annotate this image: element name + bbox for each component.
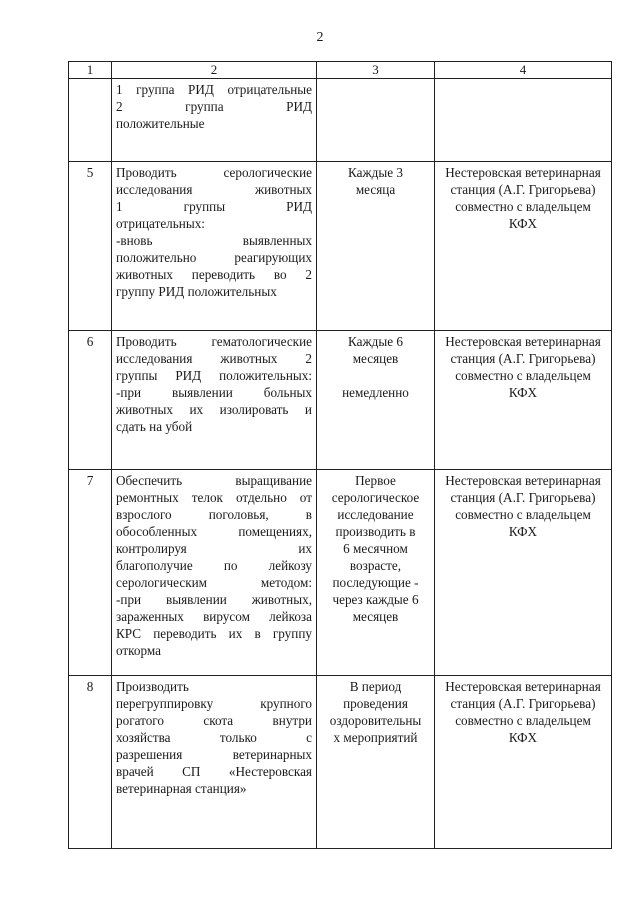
page-number: 2 bbox=[316, 30, 324, 45]
task-line: ветеринарная станция» bbox=[116, 781, 247, 796]
responsible-line: КФХ bbox=[508, 730, 538, 745]
responsible-cell bbox=[435, 470, 612, 676]
period-line: Первое bbox=[355, 473, 396, 488]
task-line: врачей СП «Нестеровская bbox=[116, 764, 312, 779]
row-number: 8 bbox=[69, 676, 112, 849]
task-line: рогатого скота внутри bbox=[116, 713, 312, 728]
period-line: последующие - bbox=[332, 575, 419, 590]
task-line: группы РИД положительных: bbox=[116, 368, 312, 383]
period-line: месяца bbox=[355, 182, 396, 197]
period-cell bbox=[317, 79, 435, 162]
task-line: 2 группа РИД bbox=[116, 99, 312, 114]
table-row bbox=[69, 676, 612, 849]
task-line: КРС переводить их в группу bbox=[116, 626, 312, 641]
table-row bbox=[69, 470, 612, 676]
period-cell bbox=[317, 162, 435, 331]
task-line: откорма bbox=[116, 643, 162, 658]
column-number-row bbox=[69, 62, 612, 79]
task-line: 1 группы РИД bbox=[116, 199, 312, 214]
period-line: серологическое bbox=[331, 490, 420, 505]
period-cell bbox=[317, 676, 435, 849]
task-line: Обеспечить выращивание bbox=[116, 473, 312, 488]
row-number: 5 bbox=[69, 162, 112, 331]
period-line: возрасте, bbox=[349, 558, 402, 573]
task-line: -при выявлении больных bbox=[116, 385, 312, 400]
column-header-4: 4 bbox=[435, 62, 612, 79]
responsible-cell bbox=[435, 162, 612, 331]
responsible-line: совместно с владельцем bbox=[455, 713, 591, 728]
table-row bbox=[69, 331, 612, 470]
task-line: Проводить серологические bbox=[116, 165, 312, 180]
responsible-line: совместно с владельцем bbox=[455, 199, 591, 214]
responsible-line: станция (А.Г. Григорьева) bbox=[450, 490, 596, 505]
task-line: сдать на убой bbox=[116, 419, 193, 434]
period-line: производить в bbox=[335, 524, 416, 539]
responsible-line: Нестеровская ветеринарная bbox=[445, 334, 601, 349]
task-line: отрицательных: bbox=[116, 216, 205, 231]
task-line: группу РИД положительных bbox=[116, 284, 277, 299]
task-line: зараженных вирусом лейкоза bbox=[116, 609, 312, 624]
period-line: через каждые 6 bbox=[332, 592, 419, 607]
responsible-line: совместно с владельцем bbox=[455, 368, 591, 383]
task-cell bbox=[112, 162, 317, 331]
responsible-line: Нестеровская ветеринарная bbox=[445, 473, 601, 488]
task-cell bbox=[112, 470, 317, 676]
period-line: исследование bbox=[337, 507, 414, 522]
period-gap bbox=[319, 367, 432, 384]
task-cell bbox=[112, 79, 317, 162]
task-line: перегруппировку крупного bbox=[116, 696, 312, 711]
column-header-1: 1 bbox=[69, 62, 112, 79]
task-line: обособленных помещениях, bbox=[116, 524, 312, 539]
responsible-line: Нестеровская ветеринарная bbox=[445, 165, 601, 180]
row-number bbox=[69, 79, 112, 162]
period-line: В период bbox=[349, 679, 402, 694]
task-line: -при выявлении животных, bbox=[116, 592, 312, 607]
row-number: 7 bbox=[69, 470, 112, 676]
responsible-line: станция (А.Г. Григорьева) bbox=[450, 182, 596, 197]
period-cell bbox=[317, 470, 435, 676]
task-line: -вновь выявленных bbox=[116, 233, 312, 248]
task-line: серологическим методом: bbox=[116, 575, 312, 590]
task-line: контролируя их bbox=[116, 541, 312, 556]
responsible-line: Нестеровская ветеринарная bbox=[445, 679, 601, 694]
row-number: 6 bbox=[69, 331, 112, 470]
period-line: месяцев bbox=[352, 351, 399, 366]
table-row bbox=[69, 162, 612, 331]
period-line: проведения bbox=[343, 696, 408, 711]
task-line: ремонтных телок отдельно от bbox=[116, 490, 312, 505]
period-line: месяцев bbox=[352, 609, 399, 624]
period-line: Каждые 6 bbox=[348, 334, 403, 349]
period-line: 6 месячном bbox=[343, 541, 408, 556]
task-line: положительно реагирующих bbox=[116, 250, 312, 265]
task-cell bbox=[112, 331, 317, 470]
task-line: хозяйства только с bbox=[116, 730, 312, 745]
task-cell bbox=[112, 676, 317, 849]
task-line: Производить bbox=[116, 679, 189, 694]
task-line: благополучие по лейкозу bbox=[116, 558, 312, 573]
period-line: немедленно bbox=[342, 385, 409, 400]
period-cell bbox=[317, 331, 435, 470]
task-line: исследования животных bbox=[116, 182, 312, 197]
task-line: положительные bbox=[116, 116, 205, 131]
period-line: х мероприятий bbox=[333, 730, 418, 745]
table-body bbox=[69, 79, 612, 849]
responsible-line: КФХ bbox=[508, 216, 538, 231]
measures-table bbox=[68, 61, 612, 849]
period-line: оздоровительны bbox=[329, 713, 422, 728]
column-header-3: 3 bbox=[317, 62, 435, 79]
task-line: 1 группа РИД отрицательные bbox=[116, 82, 312, 97]
responsible-cell bbox=[435, 79, 612, 162]
responsible-cell bbox=[435, 676, 612, 849]
responsible-line: станция (А.Г. Григорьева) bbox=[450, 351, 596, 366]
responsible-line: совместно с владельцем bbox=[455, 507, 591, 522]
task-line: животных их изолировать и bbox=[116, 402, 312, 417]
responsible-line: КФХ bbox=[508, 385, 538, 400]
task-line: Проводить гематологические bbox=[116, 334, 312, 349]
task-line: разрешения ветеринарных bbox=[116, 747, 312, 762]
responsible-cell bbox=[435, 331, 612, 470]
task-line: взрослого поголовья, в bbox=[116, 507, 312, 522]
task-line: животных переводить во 2 bbox=[116, 267, 312, 282]
responsible-line: КФХ bbox=[508, 524, 538, 539]
responsible-line: станция (А.Г. Григорьева) bbox=[450, 696, 596, 711]
task-line: исследования животных 2 bbox=[116, 351, 312, 366]
table-row bbox=[69, 79, 612, 162]
column-header-2: 2 bbox=[112, 62, 317, 79]
period-line: Каждые 3 bbox=[348, 165, 403, 180]
